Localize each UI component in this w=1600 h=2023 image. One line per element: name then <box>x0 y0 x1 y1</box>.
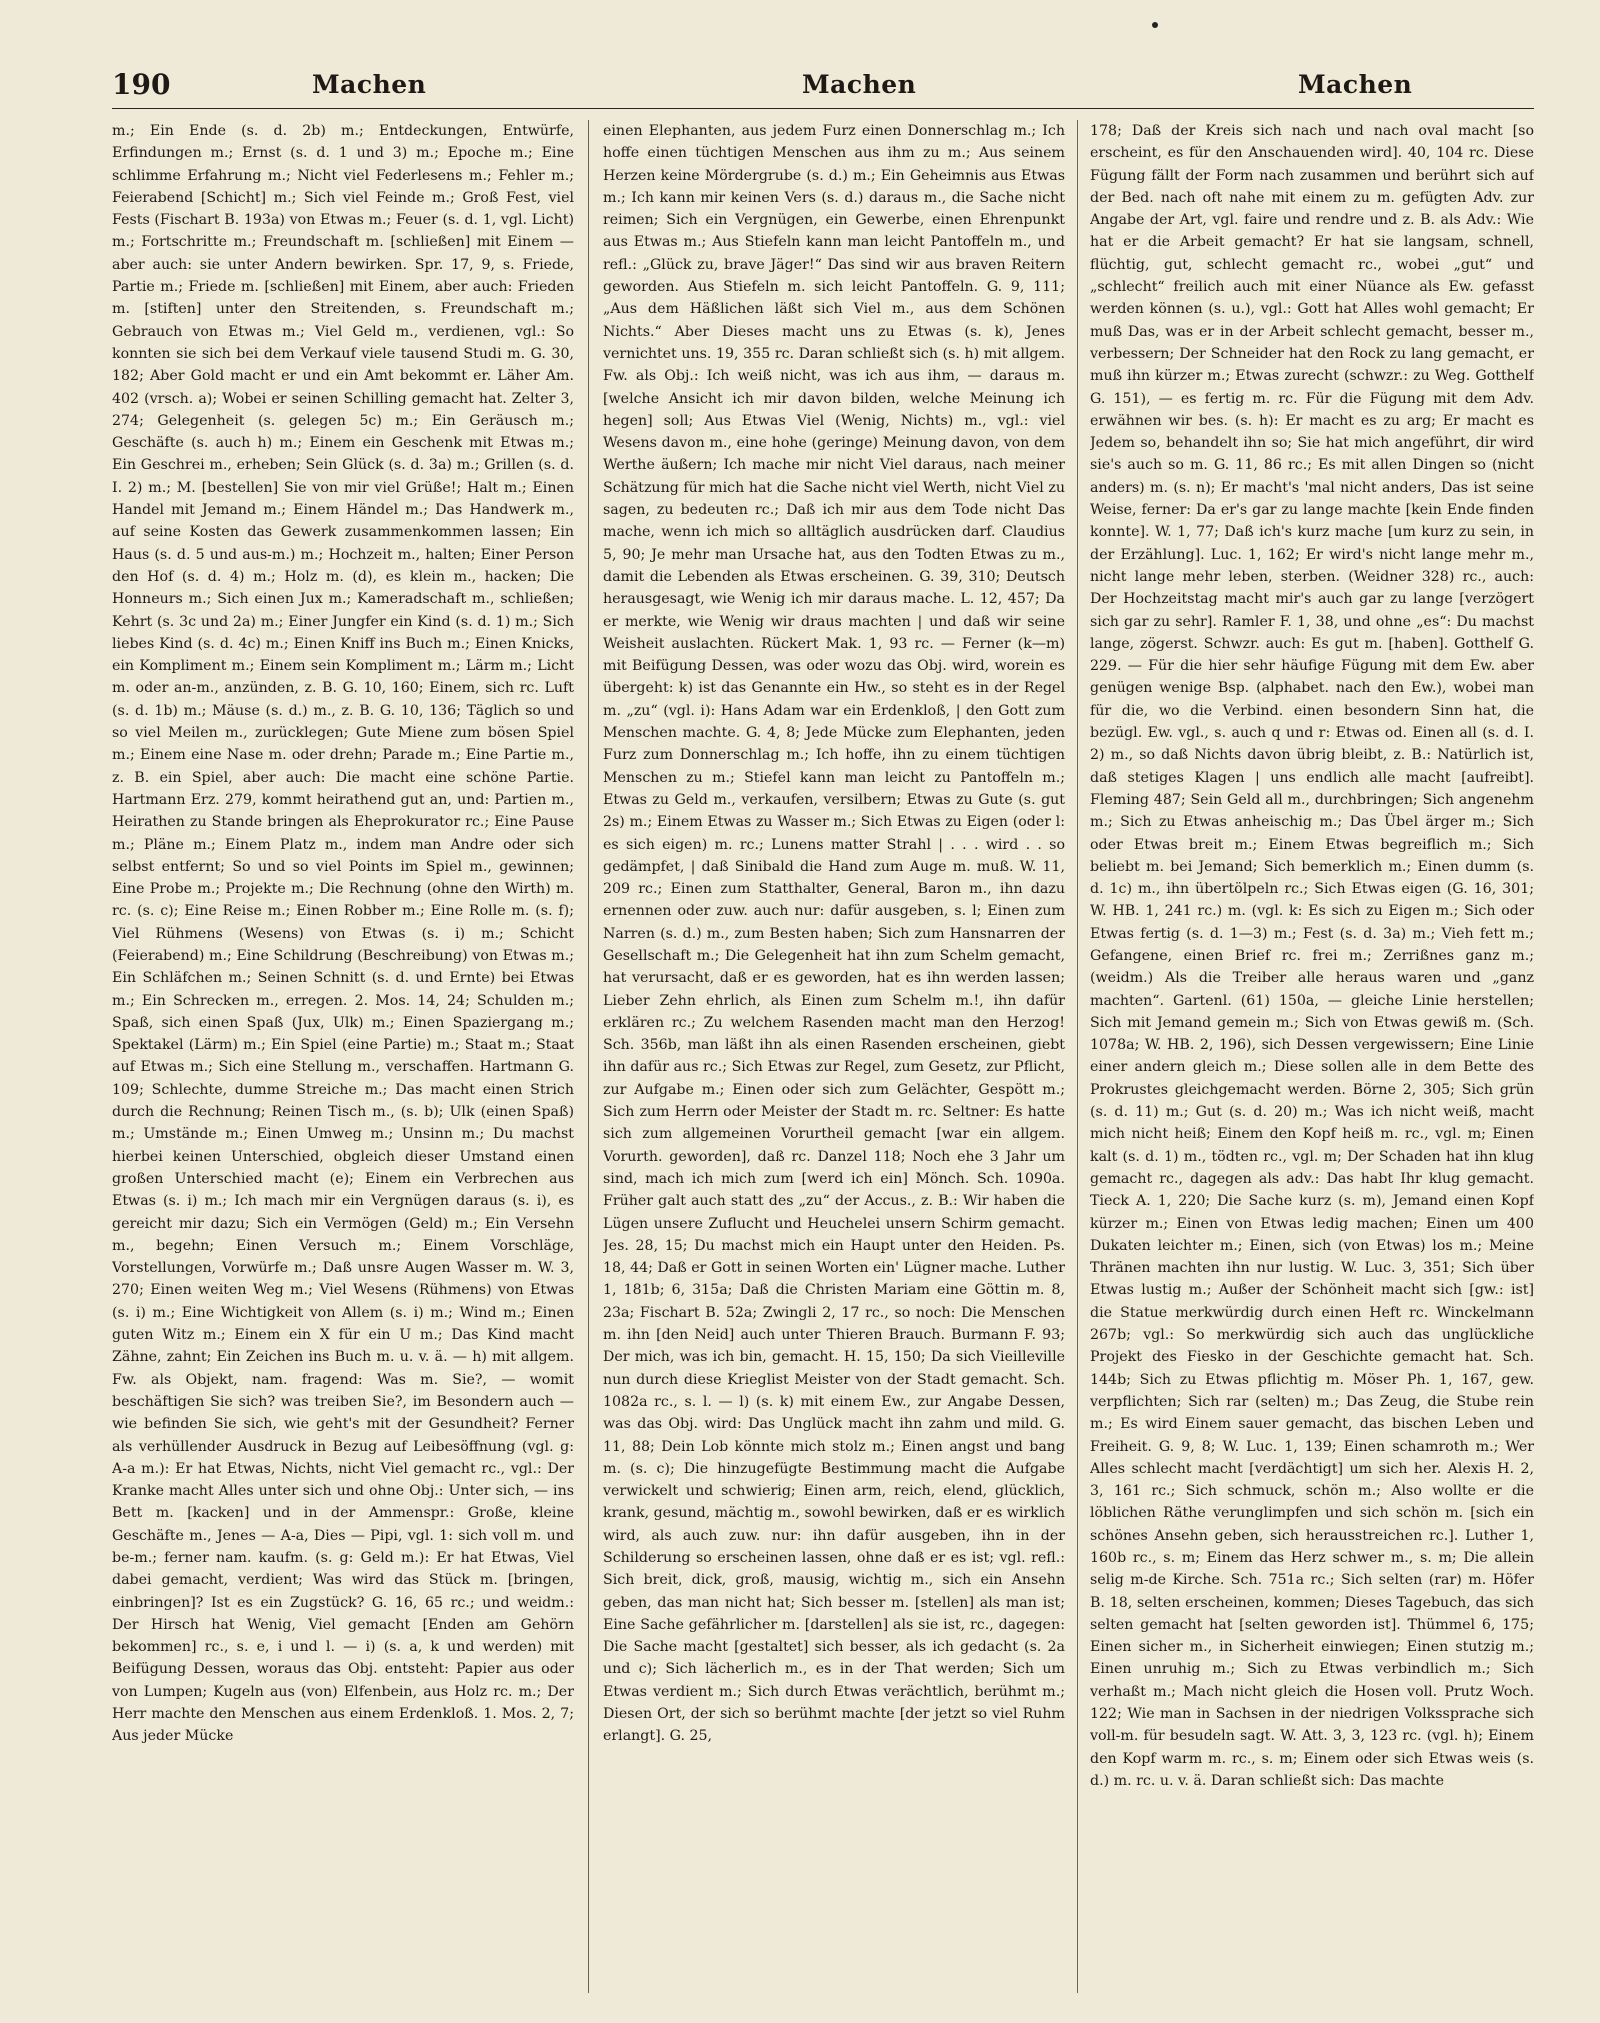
text-column-1: m.; Ein Ende (s. d. 2b) m.; Entdeckungen, Entwürfe, Erfindungen m.; Ernst (s. d. 1 und 3) m.; Epoche m.; Eine schlimme Erfahrung m.; Nicht viel Federlesens m.; Fehler m.; Feierabend [Schicht] m.; Sich viel Feinde m.; Groß Fest, viel Fests (Fischart B. 193a) von Etwas m.; Feuer (s. d. 1, vgl. Licht) m.; Fortschritte m.; Freundschaft m. [schließen] mit Einem — aber auch: sie unter Andern bewirken. Spr. 17, 9, s. Friede, Partie m.; Friede m. [schließen] mit Einem, aber auch: Frieden m. [stiften] unter den Streitenden, s. Freundschaft m.; Gebrauch von Etwas m.; Viel Geld m., verdienen, vgl.: So konnten sie sich bei dem Verkauf viele tausend Studi m. G. 30, 182; Aber Gold macht er und ein Amt bekommt er. Läher Am. 402 (vrsch. a); Wobei er seinen Schilling gemacht hat. Zelter 3, 274; Gelegenheit (s. gelegen 5c) m.; Ein Geräusch m.; Geschäfte (s. auch h) m.; Einem ein Geschenk mit Etwas m.; Ein Geschrei m., erheben; Sein Glück (s. d. 3a) m.; Grillen (s. d. I. 2) m.; M. [bestellen] Sie von mir viel Grüße!; Halt m.; Einen Handel mit Jemand m.; Einem Händel m.; Das Handwerk m., auf seine Kosten das Gewerk zusammenkommen lassen; Ein Haus (s. d. 5 und aus-m.) m.; Hochzeit m., halten; Einer Person den Hof (s. d. 4) m.; Holz m. (d), es klein m., hacken; Die Honneurs m.; Sich einen Jux m.; Kameradschaft m., schließen; Kehrt (s. 3c und 2a) m.; Einer Jungfer ein Kind (s. d. 1) m.; Sich liebes Kind (s. d. 4c) m.; Einen Kniff ins Buch m.; Einen Knicks, ein Kompliment m.; Einem sein Kompliment m.; Lärm m.; Licht m. oder an-m., anzünden, z. B. G. 10, 160; Einem, sich rc. Luft (s. d. 1b) m.; Mäuse (s. d.) m., z. B. G. 10, 136; Täglich so und so viel Meilen m., zurücklegen; Gute Miene zum bösen Spiel m.; Einem eine Nase m. oder drehn; Parade m.; Eine Partie m., z. B. ein Spiel, aber auch: Die macht eine schöne Partie. Hartmann Erz. 279, kommt heirathend gut an, und: Partien m., Heirathen zu Stande bringen als Eheprokurator rc.; Eine Pause m.; Pläne m.; Einem Platz m., indem man Andre oder sich selbst entfernt; So und so viel Points im Spiel m., gewinnen; Eine Probe m.; Projekte m.; Die Rechnung (ohne den Wirth) m. rc. (s. c); Eine Reise m.; Einen Robber m.; Eine Rolle m. (s. f); Viel Rühmens (Wesens) von Etwas (s. i) m.; Schicht (Feierabend) m.; Eine Schildrung (Beschreibung) von Etwas m.; Ein Schläfchen m.; Seinen Schnitt (s. d. und Ernte) bei Etwas m.; Ein Schrecken m., erregen. 2. Mos. 14, 24; Schulden m.; Spaß, sich einen Spaß (Jux, Ulk) m.; Einen Spaziergang m.; Spektakel (Lärm) m.; Ein Spiel (eine Partie) m.; Staat m.; Staat auf Etwas m.; Sich eine Stellung m., verschaffen. Hartmann G. 109; Schlechte, dumme Streiche m.; Das macht einen Strich durch die Rechnung; Reinen Tisch m., (s. b); Ulk (einen Spaß) m.; Umstände m.; Einen Umweg m.; Unsinn m.; Du machst hierbei keinen Unterschied, obgleich dieser Umstand einen großen Unterschied macht (e); Einem ein Verbrechen aus Etwas (s. i) m.; Ich mach mir ein Vergnügen daraus (s. i), es gereicht mir dazu; Sich ein Vermögen (Geld) m.; Ein Versehn m., begehn; Einen Versuch m.; Einem Vorschläge, Vorstellungen, Vorwürfe m.; Daß unsre Augen Wasser m. W. 3, 270; Einen weiten Weg m.; Viel Wesens (Rühmens) von Etwas (s. i) m.; Eine Wichtigkeit von Allem (s. i) m.; Wind m.; Einen guten Witz m.; Einem ein X für ein U m.; Das Kind macht Zähne, zahnt; Ein Zeichen ins Buch m. u. v. ä. — h) mit allgem. Fw. als Objekt, nam. fragend: Was m. Sie?, — womit beschäftigen Sie sich? was treiben Sie?, im Besondern auch — wie befinden Sie sich, wie geht's mit der Gesundheit? Ferner als verhüllender Ausdruck in Bezug auf Leibesöffnung (vgl. g: A-a m.): Er hat Etwas, Nichts, nicht Viel gemacht rc., vgl.: Der Kranke macht Alles unter sich und ohne Obj.: Unter sich, — ins Bett m. [kacken] und in der Ammenspr.: Große, kleine Geschäfte m., Jenes — A-a, Dies — Pipi, vgl. 1: sich voll m. und be-m.; ferner nam. kaufm. (s. g: Geld m.): Er hat Etwas, Viel dabei gemacht, verdient; Was wird das Stück m. [bringen, einbringen]? Ist es ein Zugstück? G. 16, 65 rc.; und weidm.: Der Hirsch hat Wenig, Viel gemacht [Enden am Gehörn bekommen] rc., s. e, i und l. — i) (s. a, k und werden) mit Beifügung Dessen, woraus das Obj. entsteht: Papier aus oder von Lumpen; Kugeln aus (von) Elfenbein, aus Holz rc. m.; Der Herr machte den Menschen aus einem Erdenkloß. 1. Mos. 2, 7; Aus jeder Mücke <box>112 123 574 1745</box>
text-column-3: 178; Daß der Kreis sich nach und nach oval macht [so erscheint, es für den Anschauenden wird]. 40, 104 rc. Diese Fügung fällt der Form nach zusammen und berührt sich auf der Bed. nach oft nahe mit einem zu m. gefügten Adv. zur Angabe der Art, vgl. faire und rendre und z. B. als Adv.: Wie hat er die Arbeit gemacht? Er hat sie langsam, schnell, flüchtig, gut, schlecht gemacht rc., wobei „gut“ und „schlecht“ freilich auch mit einer Nüance als Ew. gefasst werden können (s. u.), vgl.: Gott hat Alles wohl gemacht; Er muß Das, was er in der Arbeit schlecht gemacht, besser m., verbessern; Der Schneider hat den Rock zu lang gemacht, er muß ihn kürzer m.; Etwas zurecht (schwzr.: zu Weg. Gotthelf G. 151), — es fertig m. rc. Für die Fügung mit dem Adv. erwähnen wir bes. (s. h): Er macht es zu arg; Er macht es Jedem so, behandelt ihn so; Sie hat mich angeführt, dir wird sie's auch so m. G. 11, 86 rc.; Es mit allen Dingen so (nicht anders) m. (s. n); Er macht's 'mal nicht anders, Das ist seine Weise, ferner: Da er's gar zu lange machte [kein Ende finden konnte]. W. 1, 77; Daß ich's kurz mache [um kurz zu sein, in der Erzählung]. Luc. 1, 162; Er wird's nicht lange mehr m., nicht lange mehr leben, sterben. (Weidner 328) rc., auch: Der Hochzeitstag macht mir's auch gar zu lange [verzögert sich gar zu sehr]. Ramler F. 1, 38, und ohne „es“: Du machst lange, zögerst. Schwzr. auch: Es gut m. [haben]. Gotthelf G. 229. — Für die hier sehr häufige Fügung mit dem Ew. aber genügen wenige Bsp. (alphabet. nach den Ew.), wobei man für die, wo die Verbind. einen besondern Sinn hat, die bezügl. Ew. vgl., s. auch q und r: Etwas od. Einen all (s. d. I. 2) m., so daß Nichts davon übrig bleibt, z. B.: Natürlich ist, daß stetiges Klagen | uns endlich alle macht [aufreibt]. Fleming 487; Sein Geld all m., durchbringen; Sich angenehm m.; Sich zu Etwas anheischig m.; Das Übel ärger m.; Sich oder Etwas breit m.; Einem Etwas begreiflich m.; Sich beliebt m. bei Jemand; Sich bemerklich m.; Einen dumm (s. d. 1c) m., ihn übertölpeln rc.; Sich Etwas eigen (G. 16, 301; W. HB. 1, 241 rc.) m. (vgl. k: Es sich zu Eigen m.; Sich oder Etwas fertig (s. d. 1—3) m.; Fest (s. d. 3a) m.; Vieh fett m.; Gefangene, einen Brief rc. frei m.; Zerrißnes ganz m.; (weidm.) Als die Treiber alle heraus waren und „ganz machten“. Gartenl. (61) 150a, — gleiche Linie herstellen; Sich mit Jemand gemein m.; Sich von Etwas gewiß m. (Sch. 1078a; W. HB. 2, 196), sich Dessen vergewissern; Eine Linie einer andern gleich m.; Diese sollen alle in dem Bette des Prokrustes gleichgemacht werden. Börne 2, 305; Sich grün (s. d. 11) m.; Gut (s. d. 20) m.; Was ich nicht weiß, macht mich nicht heiß; Einem den Kopf heiß m. rc., vgl. m; Einen kalt (s. d. 1) m., tödten rc., vgl. m; Der Schaden hat ihn klug gemacht rc., dagegen als adv.: Das habt Ihr klug gemacht. Tieck A. 1, 220; Die Sache kurz (s. m), Jemand einen Kopf kürzer m.; Einen von Etwas ledig machen; Einen um 400 Dukaten leichter m.; Einen, sich (von Etwas) los m.; Meine Thränen machten ihn nur lustig. W. Luc. 3, 351; Sich über Etwas lustig m.; Außer der Schönheit macht sich [gw.: ist] die Statue merkwürdig durch einen Heft rc. Winckelmann 267b; vgl.: So merkwürdig sich auch das unglückliche Projekt des Fiesko in der Geschichte gemacht hat. Sch. 144b; Sich zu Etwas pflichtig m. Möser Ph. 1, 167, gew. verpflichten; Sich rar (selten) m.; Das Zeug, die Stube rein m.; Es wird Einem sauer gemacht, das bischen Leben und Freiheit. G. 9, 8; W. Luc. 1, 139; Einen schamroth m.; Wer Alles schlecht macht [verdächtigt] um sich her. Alexis H. 2, 3, 161 rc.; Sich schmuck, schön m.; Also wollte er die löblichen Räthe verunglimpfen und sich schön m. [sich ein schönes Ansehn geben, sich herausstreichen rc.]. Luther 1, 160b rc., s. m; Einem das Herz schwer m., s. m; Die allein selig m-de Kirche. Sch. 751a rc.; Sich selten (rar) m. Höfer B. 18, selten erscheinen, kommen; Dieses Tagebuch, das sich selten gemacht hat [selten geworden ist]. Thümmel 6, 175; Einen sicher m., in Sicherheit einwiegen; Einen stutzig m.; Einen unruhig m.; Sich zu Etwas verbindlich m.; Sich verhaßt m.; Mach nicht gleich die Hosen voll. Prutz Woch. 122; Wie man in Sachsen in der niedrigen Volkssprache sich voll-m. für besudeln sagt. W. Att. 3, 3, 123 rc. (vgl. h); Einem den Kopf warm m. rc., s. m; Einem oder sich Etwas weis (s. d.) m. rc. u. v. ä. Daran schließt sich: Das machte <box>1090 123 1534 1789</box>
column-rule <box>588 120 589 1993</box>
page-number: 190 <box>112 68 171 101</box>
column-rule <box>1077 120 1078 1993</box>
headword-left: Machen <box>312 70 427 99</box>
print-speck <box>1152 22 1158 28</box>
headword-center: Machen <box>802 70 917 99</box>
running-header <box>112 64 1534 109</box>
headword-right: Machen <box>1298 70 1413 99</box>
text-column-2: einen Elephanten, aus jedem Furz einen Donnerschlag m.; Ich hoffe einen tüchtigen Menschen aus ihm zu m.; Aus seinem Herzen keine Mördergrube (s. d.) m.; Ein Geheimnis aus Etwas m.; Ich kann mir keinen Vers (s. d.) daraus m., die Sache nicht reimen; Sich ein Vergnügen, ein Gewerbe, einen Ehrenpunkt aus Etwas m.; Aus Stiefeln kann man leicht Pantoffeln m., und refl.: „Glück zu, brave Jäger!“ Das sind wir aus braven Reitern geworden. Aus Stiefeln m. sich leicht Pantoffeln. G. 9, 111; „Aus dem Häßlichen läßt sich Viel m., aus dem Schönen Nichts.“ Aber Dieses macht uns zu Etwas (s. k), Jenes vernichtet uns. 19, 355 rc. Daran schließt sich (s. h) mit allgem. Fw. als Obj.: Ich weiß nicht, was ich aus ihm, — daraus m. [welche Ansicht ich mir davon bilden, welche Meinung ich hegen] soll; Aus Etwas Viel (Wenig, Nichts) m., vgl.: viel Wesens davon m., eine hohe (geringe) Meinung davon, von dem Werthe äußern; Ich mache mir nicht Viel daraus, nach meiner Schätzung für mich hat die Sache nicht viel Werth, nicht Viel zu sagen, zu bedeuten rc.; Daß ich mir aus dem Tode nicht Das mache, wenn ich mich so alltäglich ausdrücken darf. Claudius 5, 90; Je mehr man Ursache hat, aus den Todten Etwas zu m., damit die Lebenden als Etwas erscheinen. G. 39, 310; Deutsch herausgesagt, wie Wenig ich mir daraus mache. L. 12, 457; Da er merkte, wie Wenig wir draus machten | und daß wir seine Weisheit auslachten. Rückert Mak. 1, 93 rc. — Ferner (k—m) mit Beifügung Dessen, was oder wozu das Obj. wird, worein es übergeht: k) ist das Genannte ein Hw., so steht es in der Regel m. „zu“ (vgl. i): Hans Adam war ein Erdenkloß, | den Gott zum Menschen machte. G. 4, 8; Jede Mücke zum Elephanten, jeden Furz zum Donnerschlag m.; Ich hoffe, ihn zu einem tüchtigen Menschen zu m.; Stiefel kann man leicht zu Pantoffeln m.; Etwas zu Geld m., verkaufen, versilbern; Etwas zu Gute (s. gut 2s) m.; Einem Etwas zu Wasser m.; Sich Etwas zu Eigen (oder l: es sich eigen) m. rc.; Lunens matter Strahl | . . . wird . . so gedämpfet, | daß Sinibald die Hand zum Auge m. muß. W. 11, 209 rc.; Einen zum Statthalter, General, Baron m., ihn dazu ernennen oder zuw. auch nur: dafür ausgeben, s. l; Einen zum Narren (s. d.) m., zum Besten haben; Sich zum Hansnarren der Gesellschaft m.; Die Gelegenheit hat ihn zum Schelm gemacht, hat verursacht, daß er es geworden, hat es ihn werden lassen; Lieber Zehn ehrlich, als Einen zum Schelm m.!, ihn dafür erklären rc.; Zu welchem Rasenden macht man den Herzog! Sch. 356b, man läßt ihn als einen Rasenden erscheinen, giebt ihn dafür aus rc.; Sich Etwas zur Regel, zum Gesetz, zur Pflicht, zur Aufgabe m.; Einen oder sich zum Gelächter, Gespött m.; Sich zum Herrn oder Meister der Stadt m. rc. Seltner: Es hatte sich zum allgemeinen Vorurtheil gemacht [war ein allgem. Vorurth. geworden], daß rc. Danzel 118; Noch ehe 3 Jahr um sind, mach ich mich zum [werd ich ein] Mönch. Sch. 1090a. Früher galt auch statt des „zu“ der Accus., z. B.: Wir haben die Lügen unsere Zuflucht und Heuchelei unsern Schirm gemacht. Jes. 28, 15; Du machst mich ein Haupt unter den Heiden. Ps. 18, 44; Daß er Gott in seinen Worten ein' Lügner mache. Luther 1, 181b; 6, 315a; Daß die Christen Mariam eine Göttin m. 8, 23a; Fischart B. 52a; Zwingli 2, 17 rc., so noch: Die Menschen m. ihn [den Neid] auch unter Thieren Brauch. Burmann F. 93; Der mich, was ich bin, gemacht. H. 15, 150; Da sich Vieilleville nun durch diese Krieglist Meister von der Stadt gemacht. Sch. 1082a rc., s. l. — l) (s. k) mit einem Ew., zur Angabe Dessen, was das Obj. wird: Das Unglück macht ihn zahm und mild. G. 11, 88; Dein Lob könnte mich stolz m.; Einen angst und bang m. (s. c); Die hinzugefügte Bestimmung macht die Aufgabe verwickelt und schwierig; Einen arm, reich, elend, glücklich, krank, gesund, mächtig m., sowohl bewirken, daß er es wirklich wird, als auch zuw. nur: ihn dafür ausgeben, ihn in der Schilderung so erscheinen lassen, ohne daß er es ist; vgl. refl.: Sich breit, dick, groß, mausig, wichtig m., sich ein Ansehn geben, das man nicht hat; Sich besser m. [stellen] als man ist; Eine Sache gefährlicher m. [darstellen] als sie ist, rc., dagegen: Die Sache macht [gestaltet] sich besser, als ich gedacht (s. 2a und c); Sich lächerlich m., es in der That werden; Sich um Etwas verdient m.; Sich durch Etwas verächtlich, berühmt m.; Diesen Ort, der sich so berühmt machte [der jetzt so viel Ruhm erlangt]. G. 25, <box>603 123 1065 1745</box>
